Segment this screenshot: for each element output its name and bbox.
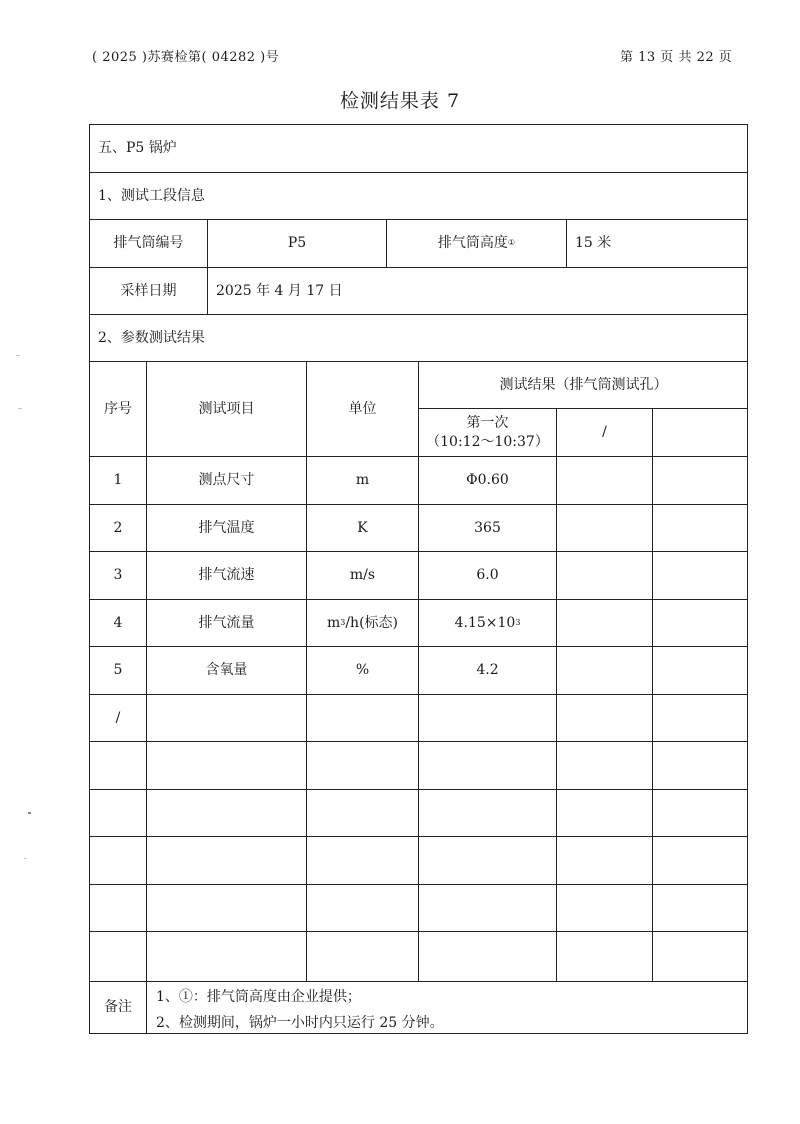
row-seq: 3 <box>113 567 123 584</box>
row-unit <box>307 600 418 646</box>
col-header-unit: 单位 <box>348 400 377 417</box>
row-seq: 5 <box>113 662 123 679</box>
scan-mark <box>24 858 27 859</box>
row-unit: m <box>355 472 370 489</box>
remark-line-2: 2、检测期间，锅炉一小时内只运行 25 分钟。 <box>156 1015 444 1031</box>
page-indicator: 第 13 页 共 22 页 <box>620 50 733 65</box>
row-unit-sup: 3 <box>340 617 346 627</box>
remarks-label: 备注 <box>104 999 132 1016</box>
row-item: 排气温度 <box>198 519 255 536</box>
sampling-date-value: 2025 年 4 月 17 日 <box>216 282 343 299</box>
row-unit-rest: /h(标态) <box>345 614 399 631</box>
scan-mark <box>28 812 31 814</box>
stack-number-value: P5 <box>287 235 307 252</box>
row-value: 6.0 <box>476 567 499 584</box>
row-item: 排气流量 <box>198 614 255 631</box>
row-unit-base: m <box>326 614 341 631</box>
stack-height-label <box>387 220 566 267</box>
remarks-text <box>156 984 444 1036</box>
sampling-date-label: 采样日期 <box>120 282 177 299</box>
col-header-seq: 序号 <box>104 400 132 417</box>
col-header-first-label: 第一次 <box>466 414 509 431</box>
row-item: 测点尺寸 <box>198 472 255 489</box>
row-value-sup: 3 <box>515 617 521 627</box>
scan-mark <box>18 408 22 409</box>
scan-mark <box>16 355 20 356</box>
row-seq: 2 <box>113 519 123 536</box>
row-seq: 4 <box>113 614 123 631</box>
row-item: 含氧量 <box>205 662 248 679</box>
page-title: 检测结果表 7 <box>339 90 461 112</box>
row-value: 365 <box>474 519 501 536</box>
row-item: 排气流速 <box>198 567 255 584</box>
remark-line-1: 1、①：排气筒高度由企业提供； <box>156 989 361 1005</box>
col-header-item: 测试项目 <box>198 400 255 417</box>
col-header-first-time: （10:12～10:37） <box>426 433 549 450</box>
col-header-result: 测试结果（排气筒测试孔） <box>499 376 668 393</box>
stack-number-label: 排气筒编号 <box>113 235 184 252</box>
section-title: 五、P5 锅炉 <box>98 140 177 157</box>
stack-height-value: 15 米 <box>575 235 612 252</box>
stack-height-footnote-mark: ① <box>507 238 516 248</box>
row-value <box>419 600 556 646</box>
row-seq: 1 <box>113 472 123 489</box>
row-value-base: 4.15×10 <box>454 614 516 631</box>
row-value: Φ0.60 <box>466 472 509 489</box>
row-unit: % <box>355 662 370 679</box>
col-header-first <box>419 409 556 456</box>
test-info-heading: 1、测试工段信息 <box>98 187 205 204</box>
report-number: ( 2025 )苏赛检第( 04282 )号 <box>92 50 280 65</box>
params-heading: 2、参数测试结果 <box>98 329 205 346</box>
col-header-slash: / <box>602 424 607 441</box>
row-unit: m/s <box>349 567 376 584</box>
stack-height-label-text: 排气筒高度 <box>437 235 508 252</box>
row-unit: K <box>357 519 368 536</box>
row-value: 4.2 <box>476 662 499 679</box>
row-seq: / <box>115 709 121 726</box>
